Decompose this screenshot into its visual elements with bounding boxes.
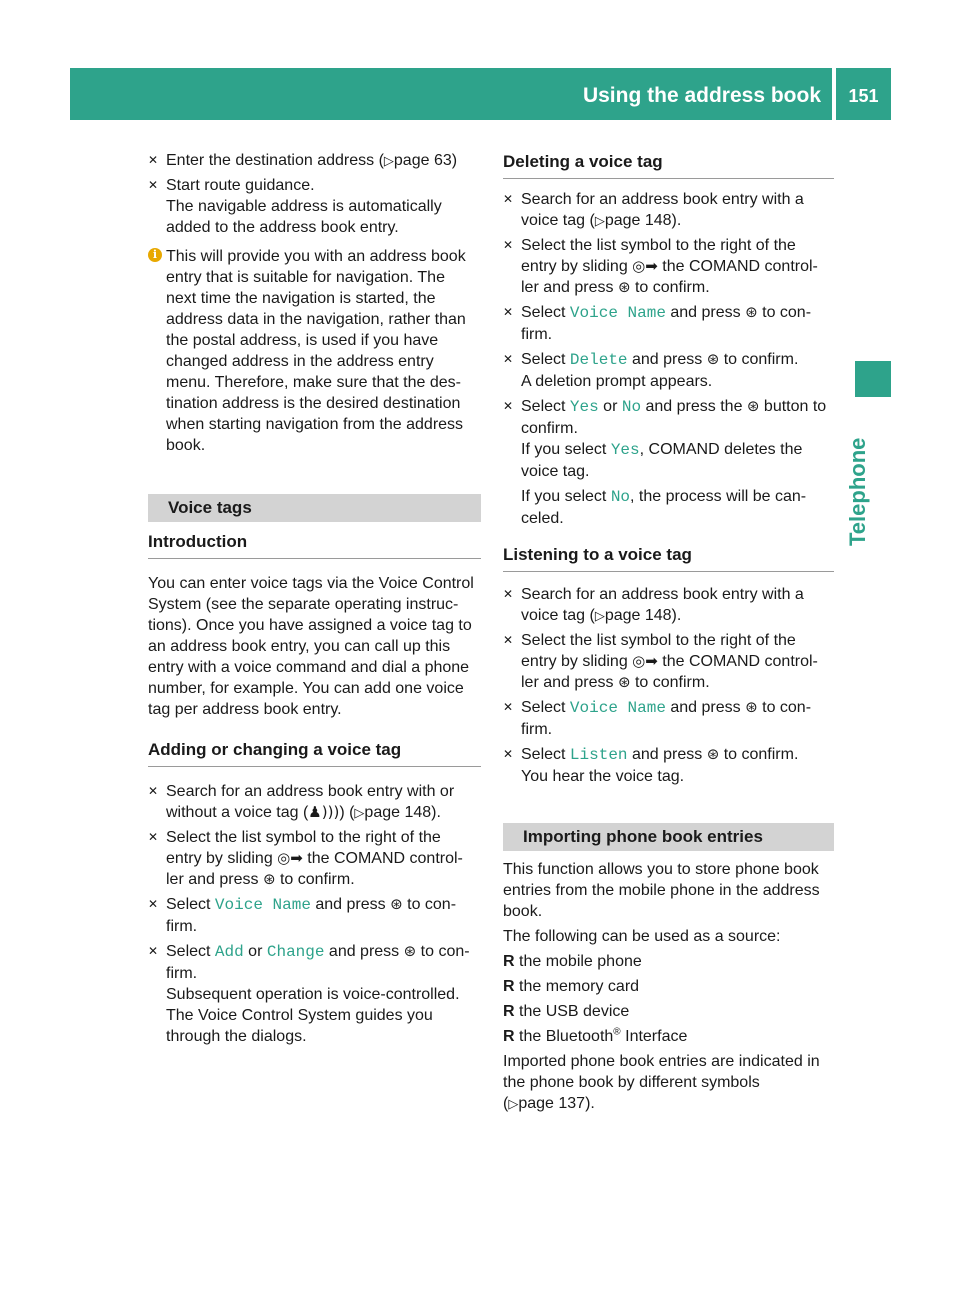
step-text: Start route guidance.	[166, 177, 315, 194]
step-text: to confirm.	[630, 674, 710, 691]
step-select-list-symbol	[503, 630, 834, 693]
step-text: firm.	[521, 721, 553, 738]
step-arrow-icon: ✕	[503, 399, 514, 413]
list-item-text: Interface	[620, 1028, 688, 1045]
step-text: and press	[665, 304, 746, 321]
step-select-add-change	[148, 941, 481, 1047]
controller-press-icon: ⊛	[262, 870, 276, 888]
step-select-voice-name	[503, 302, 834, 345]
listening-heading: Listening to a voice tag	[503, 543, 834, 572]
step-text: If you select	[521, 441, 611, 458]
step-text: to confirm.	[719, 351, 799, 368]
page-ref-icon: ▷	[508, 1096, 519, 1111]
intro-line: entry with a voice command and dial a phone	[148, 659, 470, 676]
step-text: and press	[627, 746, 707, 763]
menu-item-no: No	[621, 398, 642, 416]
menu-item-add: Add	[214, 943, 244, 961]
importing-line: This function allows you to store phone book	[503, 861, 819, 878]
step-text: voice tag.	[521, 463, 590, 480]
step-text: button to	[759, 398, 827, 415]
step-text: , the process will be can-	[630, 488, 807, 505]
controller-press-icon: ⊛	[745, 698, 758, 716]
step-text: ler and press	[521, 279, 618, 296]
intro-line: number, for example. You can add one voice	[148, 680, 464, 697]
info-line: This will provide you with an address book	[166, 248, 466, 265]
step-text: entry by sliding	[521, 258, 633, 275]
step-text: ler and press	[521, 674, 618, 691]
step-arrow-icon: ✕	[148, 830, 159, 844]
step-text: Subsequent operation is voice-controlled.	[166, 986, 460, 1003]
step-select-listen	[503, 744, 834, 787]
step-text: entry by sliding	[166, 850, 278, 867]
page-ref: page 148).	[604, 607, 682, 624]
ok-button-icon: ⊛	[746, 397, 760, 415]
page-header-title: Using the address book	[582, 84, 821, 107]
step-text: A deletion prompt appears.	[521, 373, 713, 390]
page-ref-icon: ▷	[383, 153, 394, 168]
controller-press-icon: ⊛	[706, 350, 720, 368]
right-column	[503, 150, 834, 1114]
voice-tags-heading: Voice tags	[148, 494, 481, 522]
controller-slide-icon: ◎➡	[277, 849, 303, 867]
info-line: book.	[166, 437, 206, 454]
step-text: and press	[665, 699, 746, 716]
controller-press-icon: ⊛	[745, 303, 758, 321]
info-line: the postal address, is used if you have	[166, 332, 439, 349]
controller-press-icon: ⊛	[403, 942, 417, 960]
step-arrow-icon: ✕	[503, 633, 514, 647]
step-text: Search for an address book entry with or	[166, 783, 455, 800]
list-item-text: the mobile phone	[519, 953, 642, 970]
page-ref-icon: ▷	[594, 608, 605, 623]
step-text: to confirm.	[719, 746, 799, 763]
page-ref-icon: ▷	[354, 805, 365, 820]
step-text: or	[598, 398, 622, 415]
page-ref-icon: ▷	[594, 213, 605, 228]
step-select-voice-name	[148, 894, 481, 937]
page-number: 151	[848, 86, 879, 106]
imported-line: Imported phone book entries are indicated in	[503, 1053, 820, 1070]
deleting-heading: Deleting a voice tag	[503, 150, 834, 179]
bullet-icon: R	[503, 1003, 515, 1020]
left-column	[148, 150, 481, 1051]
step-arrow-icon: ✕	[503, 305, 514, 319]
controller-press-icon: ⊛	[390, 895, 403, 913]
importing-heading: Importing phone book entries	[503, 823, 834, 851]
step-select-yes-no	[503, 396, 834, 529]
side-tab-label: Telephone	[845, 437, 870, 546]
section-marker	[855, 361, 891, 397]
step-start-route	[148, 175, 481, 238]
step-text: the COMAND control-	[657, 258, 818, 275]
step-text: to con-	[416, 943, 470, 960]
step-text: without a voice tag (	[166, 804, 309, 821]
importing-line: book.	[503, 903, 543, 920]
step-text: Search for an address book entry with a	[521, 586, 804, 603]
step-text: to con-	[757, 699, 812, 716]
step-arrow-icon: ✕	[503, 747, 514, 761]
step-text: You hear the voice tag.	[521, 768, 685, 785]
step-text: Select the list symbol to the right of the	[166, 829, 441, 846]
introduction-heading: Introduction	[148, 530, 481, 559]
controller-slide-icon: ◎➡	[632, 652, 658, 670]
menu-item-voice-name: Voice Name	[214, 896, 311, 914]
info-line: changed address in the address entry	[166, 353, 434, 370]
step-text: Select the list symbol to the right of the	[521, 237, 796, 254]
step-text: ) (	[339, 804, 355, 821]
intro-line: tions). Once you have assigned a voice tag to	[148, 617, 472, 634]
intro-line: an address book entry, you can call up this	[148, 638, 451, 655]
step-text: and press	[324, 943, 404, 960]
step-arrow-icon: ✕	[503, 238, 514, 252]
page-ref: page 137).	[518, 1095, 595, 1112]
importing-line: entries from the mobile phone in the address	[503, 882, 820, 899]
step-arrow-icon: ✕	[503, 192, 514, 206]
step-text: Select	[521, 699, 570, 716]
list-item-text: the USB device	[519, 1003, 630, 1020]
step-text: , COMAND deletes the	[639, 441, 803, 458]
info-line: menu. Therefore, make sure that the des-	[166, 374, 461, 391]
step-text: Select	[521, 746, 570, 763]
step-arrow-icon: ✕	[503, 587, 514, 601]
step-text: Search for an address book entry with a	[521, 191, 804, 208]
menu-item-delete: Delete	[569, 351, 628, 369]
importing-paragraph	[503, 859, 834, 922]
intro-line: You can enter voice tags via the Voice Control	[148, 575, 474, 592]
step-select-voice-name	[503, 697, 834, 740]
info-note	[148, 246, 481, 456]
list-item	[503, 951, 834, 972]
step-text: If you select	[521, 488, 611, 505]
step-text: and press	[310, 896, 391, 913]
menu-item-voice-name: Voice Name	[569, 304, 666, 322]
step-arrow-icon: ✕	[148, 178, 159, 192]
bullet-icon: R	[503, 1028, 515, 1045]
info-line: address data in the navigation, rather than	[166, 311, 466, 328]
bullet-icon: R	[503, 978, 515, 995]
info-icon: i	[148, 248, 162, 262]
list-item-text: the memory card	[519, 978, 640, 995]
intro-line: System (see the separate operating instruc-	[148, 596, 459, 613]
step-text: firm.	[166, 965, 198, 982]
step-text: Select	[166, 896, 215, 913]
step-text: voice tag (	[521, 212, 595, 229]
step-text: Select	[166, 943, 215, 960]
page-ref: page 63)	[393, 152, 458, 169]
step-text: or	[243, 943, 267, 960]
menu-item-listen: Listen	[569, 746, 628, 764]
step-arrow-icon: ✕	[503, 352, 514, 366]
step-text: the COMAND control-	[657, 653, 818, 670]
step-text: The navigable address is automatically	[166, 198, 442, 215]
controller-slide-icon: ◎➡	[632, 257, 658, 275]
step-text: celed.	[521, 510, 564, 527]
adding-heading: Adding or changing a voice tag	[148, 738, 481, 767]
step-select-list-symbol	[503, 235, 834, 298]
step-arrow-icon: ✕	[503, 700, 514, 714]
step-text: to confirm.	[630, 279, 710, 296]
step-text: through the dialogs.	[166, 1028, 307, 1045]
step-text: firm.	[521, 326, 553, 343]
info-line: tination address is the desired destination	[166, 395, 461, 412]
step-arrow-icon: ✕	[148, 784, 159, 798]
list-item-text: the Bluetooth	[519, 1028, 614, 1045]
step-text: added to the address book entry.	[166, 219, 399, 236]
controller-press-icon: ⊛	[706, 745, 720, 763]
step-text: and press	[627, 351, 707, 368]
step-text: The Voice Control System guides you	[166, 1007, 433, 1024]
list-item	[503, 1001, 834, 1022]
step-text: to con-	[402, 896, 457, 913]
bullet-icon: R	[503, 953, 515, 970]
controller-press-icon: ⊛	[617, 673, 631, 691]
step-text: Enter the destination address (	[166, 152, 384, 169]
step-text: to confirm.	[275, 871, 355, 888]
step-enter-destination	[148, 150, 481, 171]
step-arrow-icon: ✕	[148, 944, 159, 958]
info-line: entry that is suitable for navigation. The	[166, 269, 445, 286]
step-text: Select	[521, 398, 570, 415]
step-text: ler and press	[166, 871, 263, 888]
menu-item-yes: Yes	[610, 441, 640, 459]
list-item	[503, 1026, 834, 1047]
info-line: next time the navigation is started, the	[166, 290, 436, 307]
controller-press-icon: ⊛	[617, 278, 631, 296]
menu-item-yes: Yes	[569, 398, 599, 416]
step-text: voice tag (	[521, 607, 595, 624]
info-line: when starting navigation from the address	[166, 416, 464, 433]
list-item	[503, 976, 834, 997]
step-text: Select	[521, 351, 570, 368]
imported-paragraph	[503, 1051, 834, 1114]
step-arrow-icon: ✕	[148, 897, 159, 911]
step-search-entry	[503, 189, 834, 231]
menu-item-change: Change	[266, 943, 325, 961]
step-text: Select the list symbol to the right of the	[521, 632, 796, 649]
step-text: Select	[521, 304, 570, 321]
imported-line: the phone book by different symbols	[503, 1074, 760, 1091]
source-line: The following can be used as a source:	[503, 928, 781, 945]
step-text: confirm.	[521, 420, 578, 437]
intro-paragraph	[148, 573, 481, 720]
step-text: and press the	[641, 398, 747, 415]
page-ref: page 148).	[604, 212, 682, 229]
voice-tag-icon: ♟)))	[308, 803, 340, 821]
step-select-delete	[503, 349, 834, 392]
step-text: firm.	[166, 918, 198, 935]
page-ref: page 148).	[364, 804, 441, 821]
step-text: to con-	[757, 304, 812, 321]
menu-item-no: No	[610, 488, 631, 506]
step-search-entry	[503, 584, 834, 626]
step-text: entry by sliding	[521, 653, 633, 670]
page-header-bar	[70, 68, 891, 120]
imported-line: (	[503, 1095, 509, 1112]
step-text: the COMAND control-	[302, 850, 463, 867]
step-search-entry	[148, 781, 481, 823]
menu-item-voice-name: Voice Name	[569, 699, 666, 717]
registered-mark: ®	[613, 1026, 621, 1038]
step-arrow-icon: ✕	[148, 153, 159, 167]
intro-line: tag per address book entry.	[148, 701, 342, 718]
step-select-list-symbol	[148, 827, 481, 890]
